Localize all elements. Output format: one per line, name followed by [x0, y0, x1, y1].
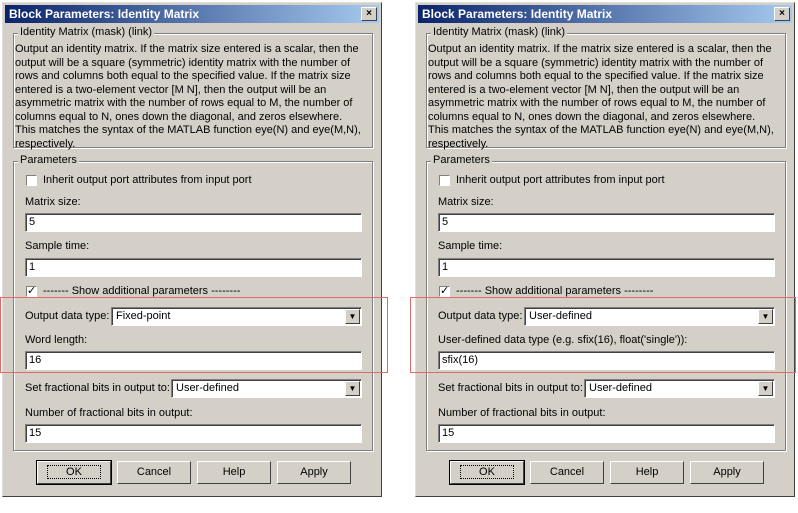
- highlight-box-left: [0, 297, 388, 373]
- dialog-left: [2, 2, 382, 497]
- inherit-label: Inherit output port attributes from input port: [456, 174, 665, 186]
- title-bar[interactable]: [5, 5, 379, 23]
- inherit-label: Inherit output port attributes from input port: [43, 174, 252, 186]
- apply-button[interactable]: Apply: [690, 461, 764, 484]
- frac-bits-value: User-defined: [589, 382, 652, 394]
- frac-bits-label: Set fractional bits in output to:: [25, 382, 170, 394]
- frac-bits-select[interactable]: [584, 379, 775, 398]
- description-text: Output an identity matrix. If the matrix size entered is a scalar, then the output will be a square (symmetric) identity matrix with the number of rows and columns both equal to the specified value. If the matrix size entered is a two-element vector [M N], then the output will be an asymmetric matrix with the number of rows equal to M, the number of columns equal to N, ones down the diagonal, and zeros elsewhere. This matches the syntax of the MATLAB function eye(N) and eye(M,N), respectively.: [428, 43, 774, 150]
- num-frac-input[interactable]: 15: [25, 424, 362, 443]
- dialog-right: [415, 2, 795, 497]
- description-text: Output an identity matrix. If the matrix size entered is a scalar, then the output will be a square (symmetric) identity matrix with the number of rows and columns both equal to the specified value. If the matrix size entered is a two-element vector [M N], then the output will be an asymmetric matrix with the number of rows equal to M, the number of columns equal to N, ones down the diagonal, and zeros elsewhere. This matches the syntax of the MATLAB function eye(N) and eye(M,N), respectively.: [15, 43, 361, 150]
- chevron-down-icon[interactable]: ▼: [345, 309, 360, 324]
- matrix-size-input[interactable]: 5: [25, 213, 362, 232]
- user-defined-dtype-input[interactable]: sfix(16): [438, 351, 775, 370]
- title-bar[interactable]: [418, 5, 792, 23]
- word-length-input[interactable]: 16: [25, 351, 362, 370]
- parameters-legend: Parameters: [20, 154, 77, 166]
- sample-time-label: Sample time:: [438, 240, 503, 252]
- ok-button[interactable]: [450, 461, 524, 484]
- matrix-size-input[interactable]: 5: [438, 213, 775, 232]
- show-additional-label: ------- Show additional parameters --------: [43, 285, 241, 297]
- cancel-button[interactable]: Cancel: [117, 461, 191, 484]
- user-defined-dtype-label: User-defined data type (e.g. sfix(16), float('single')):: [438, 334, 688, 346]
- chevron-down-icon[interactable]: ▼: [758, 309, 773, 324]
- word-length-label: Word length:: [25, 334, 88, 346]
- output-dtype-value: User-defined: [529, 310, 592, 322]
- num-frac-label: Number of fractional bits in output:: [438, 407, 606, 419]
- window-title: Block Parameters: Identity Matrix: [422, 7, 613, 21]
- output-dtype-label: Output data type:: [438, 310, 523, 322]
- apply-button[interactable]: Apply: [277, 461, 351, 484]
- ok-label: OK: [47, 465, 101, 479]
- output-dtype-value: Fixed-point: [116, 310, 171, 322]
- inherit-checkbox[interactable]: [439, 175, 450, 186]
- inherit-checkbox[interactable]: [26, 175, 37, 186]
- num-frac-label: Number of fractional bits in output:: [25, 407, 193, 419]
- sample-time-label: Sample time:: [25, 240, 90, 252]
- ok-label: OK: [460, 465, 514, 479]
- parameters-legend: Parameters: [433, 154, 490, 166]
- ok-button[interactable]: [37, 461, 111, 484]
- frac-bits-value: User-defined: [176, 382, 239, 394]
- highlight-box-right: [410, 297, 796, 373]
- matrix-size-label: Matrix size:: [438, 196, 494, 208]
- frac-bits-select[interactable]: [171, 379, 362, 398]
- show-additional-checkbox[interactable]: ✓: [27, 285, 37, 297]
- help-button[interactable]: Help: [197, 461, 271, 484]
- show-additional-checkbox[interactable]: ✓: [440, 285, 450, 297]
- show-additional-label: ------- Show additional parameters --------: [456, 285, 654, 297]
- output-dtype-label: Output data type:: [25, 310, 110, 322]
- num-frac-input[interactable]: 15: [438, 424, 775, 443]
- sample-time-input[interactable]: 1: [25, 258, 362, 277]
- sample-time-input[interactable]: 1: [438, 258, 775, 277]
- chevron-down-icon[interactable]: ▼: [345, 381, 360, 396]
- chevron-down-icon[interactable]: ▼: [758, 381, 773, 396]
- frac-bits-label: Set fractional bits in output to:: [438, 382, 583, 394]
- window-title: Block Parameters: Identity Matrix: [9, 7, 200, 21]
- close-button[interactable]: ×: [774, 7, 790, 21]
- matrix-size-label: Matrix size:: [25, 196, 81, 208]
- mask-legend: Identity Matrix (mask) (link): [433, 26, 566, 38]
- close-button[interactable]: ×: [361, 7, 377, 21]
- cancel-button[interactable]: Cancel: [530, 461, 604, 484]
- mask-legend: Identity Matrix (mask) (link): [20, 26, 153, 38]
- help-button[interactable]: Help: [610, 461, 684, 484]
